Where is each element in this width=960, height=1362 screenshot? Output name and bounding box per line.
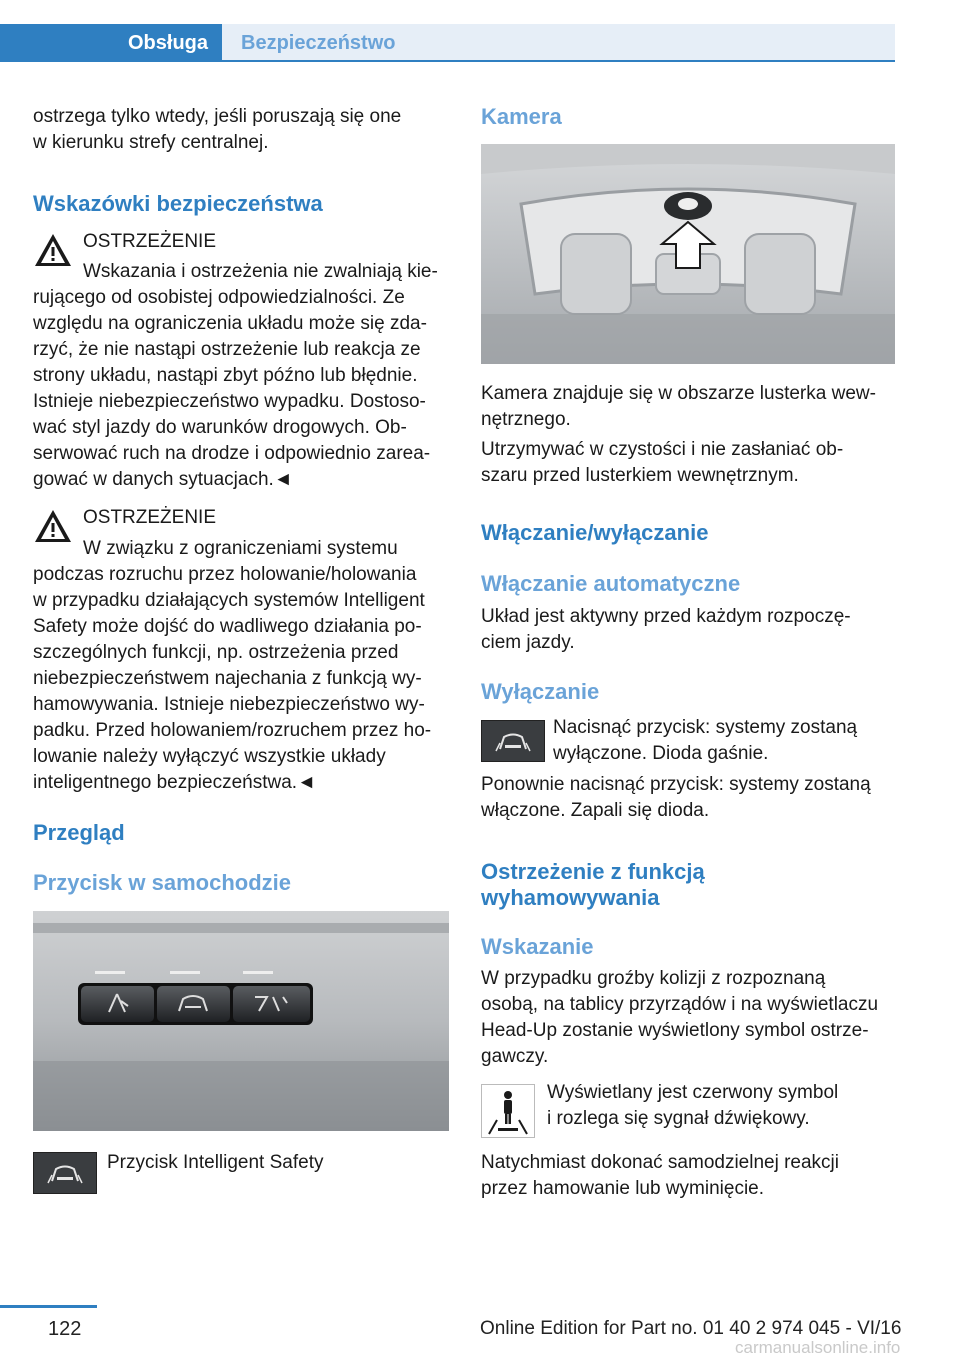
indication-line: osobą, na tablicy przyrządów i na wyświetlaczu [481, 994, 879, 1015]
chapter-tabs [0, 0, 895, 62]
footer-accent-line [0, 1305, 97, 1308]
off-heading: Wyłączanie [481, 679, 600, 704]
warning2-line: hamowywania. Istnieje niebezpieczeństwo wy- [33, 694, 425, 715]
intro-line-2: w kierunku strefy centralnej. [33, 132, 269, 153]
warning1-line: rzyć, że nie nastąpi ostrzeżenie lub reakcja ze [33, 339, 421, 360]
react-line-2: przez hamowanie lub wyminięcie. [481, 1178, 765, 1199]
button-panel-photo [33, 911, 449, 1131]
indication-heading: Wskazanie [481, 934, 594, 959]
warning1-line: Istnieje niebezpieczeństwo wypadku. Dostoso- [33, 391, 426, 412]
warning1-line: strony układu, nastąpi zbyt późno lub błędnie. [33, 365, 418, 386]
camera-line-1: Kamera znajduje się w obszarze lusterka wew- [481, 383, 876, 404]
warning1-title: OSTRZEŻENIE [83, 231, 217, 252]
warning1-line: serwować ruch na drodze i odpowiednio zarea- [33, 443, 431, 464]
button-heading: Przycisk w samochodzie [33, 870, 291, 895]
onoff-heading: Włączanie/wyłączanie [481, 520, 709, 545]
warning2-line: szczególnych funkcji, np. ostrzeżenia przed [33, 642, 399, 663]
edition-text: Online Edition for Part no. 01 40 2 974 045 - VI/16 [480, 1318, 902, 1339]
warning-triangle-icon [33, 232, 73, 268]
tab-bezpieczenstwo-label: Bezpieczeństwo [241, 32, 396, 54]
warning2-line: podczas rozruchu przez holowanie/holowania [33, 564, 417, 585]
auto-heading: Włączanie automatyczne [481, 571, 741, 596]
warning1-line: względu na ograniczenia układu może się zda- [33, 313, 427, 334]
off-line-2: wyłączone. Dioda gaśnie. [553, 743, 769, 764]
symbol-line-2: i rozlega się sygnał dźwiękowy. [547, 1108, 810, 1129]
camera-heading: Kamera [481, 104, 562, 129]
pedestrian-warning-symbol-icon [481, 1084, 535, 1138]
button-caption: Przycisk Intelligent Safety [107, 1152, 324, 1173]
react-line-1: Natychmiast dokonać samodzielnej reakcji [481, 1152, 839, 1173]
warning2-line: lowanie należy wyłączyć wszystkie układy [33, 746, 386, 767]
warning1-line: Wskazania i ostrzeżenia nie zwalniają kie- [83, 261, 438, 282]
intro-line-1: ostrzega tylko wtedy, jeśli poruszają się one [33, 106, 402, 127]
warning2-line: W związku z ograniczeniami systemu [83, 538, 398, 559]
warning1-line: rującego od osobistej odpowiedzialności. Ze [33, 287, 405, 308]
warning2-line: w przypadku działających systemów Intelligent [33, 590, 425, 611]
intelligent-safety-button-icon [481, 720, 545, 762]
tab-obsluga[interactable] [0, 24, 222, 62]
auto-line-1: Układ jest aktywny przed każdym rozpoczę- [481, 606, 851, 627]
again-line-1: Ponownie nacisnąć przycisk: systemy zostaną [481, 774, 871, 795]
indication-line: W przypadku groźby kolizji z rozpoznaną [481, 968, 826, 989]
warning2-line: Safety może dojść do wadliwego działania po- [33, 616, 422, 637]
symbol-line-1: Wyświetlany jest czerwony symbol [547, 1082, 839, 1103]
intelligent-safety-button-icon [33, 1152, 97, 1194]
camera-line-2: nętrznego. [481, 409, 571, 430]
overview-heading: Przegląd [33, 820, 125, 845]
warning2-line: niebezpieczeństwem najechania z funkcją wy- [33, 668, 422, 689]
indication-line: gawczy. [481, 1046, 549, 1067]
clean-line-2: szaru przed lusterkiem wewnętrznym. [481, 465, 799, 486]
warn-heading-line-1: Ostrzeżenie z funkcją [481, 859, 705, 884]
warn-heading-line-2: wyhamowywania [481, 885, 660, 910]
warning1-line: gować w danych sytuacjach.◄ [33, 469, 293, 490]
auto-line-2: ciem jazdy. [481, 632, 575, 653]
warning2-title: OSTRZEŻENIE [83, 507, 217, 528]
clean-line-1: Utrzymywać w czystości i nie zasłaniać ob- [481, 439, 844, 460]
warning1-line: wać styl jazdy do warunków drogowych. Ob- [33, 417, 407, 438]
page-number: 122 [48, 1318, 82, 1340]
warning2-line: inteligentnego bezpieczeństwa.◄ [33, 772, 316, 793]
tab-bezpieczenstwo[interactable] [222, 24, 895, 62]
off-line-1: Nacisnąć przycisk: systemy zostaną [553, 717, 858, 738]
again-line-2: włączone. Zapali się dioda. [481, 800, 710, 821]
camera-interior-photo [481, 144, 895, 364]
indication-line: Head-Up zostanie wyświetlony symbol ostrze- [481, 1020, 869, 1041]
safety-heading: Wskazówki bezpieczeństwa [33, 191, 323, 216]
warning-triangle-icon [33, 508, 73, 544]
watermark: carmanualsonline.info [735, 1338, 901, 1357]
tab-obsluga-label: Obsługa [128, 32, 209, 54]
warning2-line: padku. Przed holowaniem/rozruchem przez ho- [33, 720, 432, 741]
